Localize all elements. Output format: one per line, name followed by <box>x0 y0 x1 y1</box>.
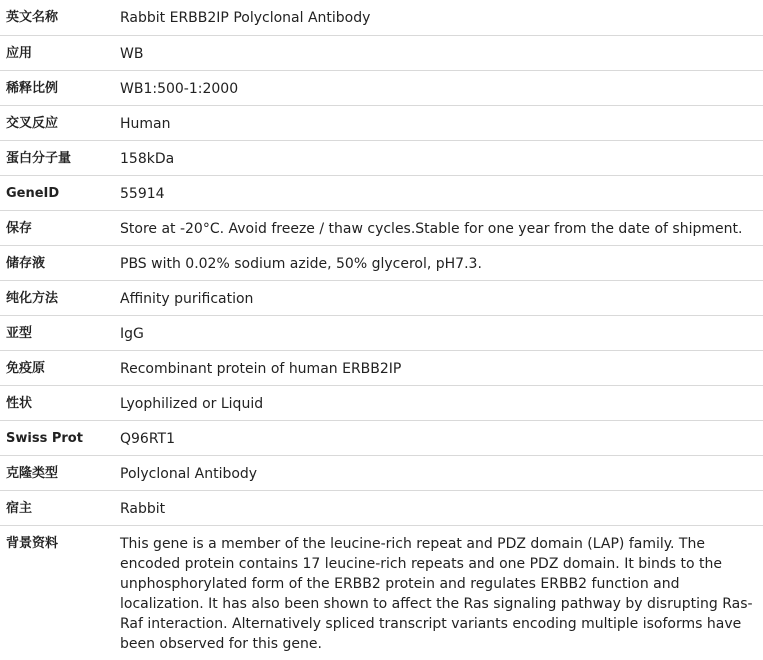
spec-row-purification <box>0 280 763 315</box>
spec-row-application <box>0 35 763 70</box>
spec-label: 交叉反应 <box>0 105 120 140</box>
spec-value-description: This gene is a member of the leucine-rich repeat and PDZ domain (LAP) family. The encoded protein contains 17 leucine-rich repeats and one PDZ domain. It binds to the unphosphorylated form of the ERBB2 protein and regulates ERBB2 function and localization. It has also been shown to affect the Ras signaling pathway by disrupting Ras-Raf interaction. Alternatively spliced transcript variants encoding multiple isoforms have been observed for this gene. <box>120 535 753 652</box>
spec-value: Store at -20°C. Avoid freeze / thaw cycles.Stable for one year from the date of shipment. <box>120 210 763 245</box>
spec-row-molecular-weight <box>0 140 763 175</box>
spec-label: 克隆类型 <box>0 455 120 490</box>
spec-row-swiss-prot <box>0 420 763 455</box>
spec-row-background <box>0 525 763 660</box>
spec-label: 保存 <box>0 210 120 245</box>
spec-label: 性状 <box>0 385 120 420</box>
spec-row-geneid <box>0 175 763 210</box>
spec-row-dilution <box>0 70 763 105</box>
spec-value: IgG <box>120 315 763 350</box>
spec-value: PBS with 0.02% sodium azide, 50% glycerol, pH7.3. <box>120 245 763 280</box>
spec-row-form <box>0 385 763 420</box>
spec-value: Affinity purification <box>120 280 763 315</box>
spec-row-buffer <box>0 245 763 280</box>
spec-value: Rabbit ERBB2IP Polyclonal Antibody <box>120 0 763 35</box>
spec-label: 稀释比例 <box>0 70 120 105</box>
spec-value: 55914 <box>120 175 763 210</box>
spec-label: 储存液 <box>0 245 120 280</box>
spec-label: 宿主 <box>0 490 120 525</box>
spec-value: Polyclonal Antibody <box>120 455 763 490</box>
spec-label: GeneID <box>0 175 120 210</box>
spec-value: Lyophilized or Liquid <box>120 385 763 420</box>
spec-label: 背景资料 <box>6 535 59 551</box>
spec-row-storage <box>0 210 763 245</box>
spec-label: 亚型 <box>0 315 120 350</box>
spec-row-clonality <box>0 455 763 490</box>
spec-value: Human <box>120 105 763 140</box>
spec-label: 纯化方法 <box>0 280 120 315</box>
spec-value: Rabbit <box>120 490 763 525</box>
spec-row-host <box>0 490 763 525</box>
spec-label: 英文名称 <box>0 0 120 35</box>
spec-label: Swiss Prot <box>0 420 120 455</box>
spec-label: 应用 <box>0 35 120 70</box>
spec-value: 158kDa <box>120 140 763 175</box>
spec-row-english-name <box>0 0 763 35</box>
spec-value: WB1:500-1:2000 <box>120 70 763 105</box>
spec-value: Q96RT1 <box>120 420 763 455</box>
spec-label: 蛋白分子量 <box>0 140 120 175</box>
spec-row-immunogen <box>0 350 763 385</box>
spec-label: 免疫原 <box>0 350 120 385</box>
spec-value: WB <box>120 35 763 70</box>
spec-row-isotype <box>0 315 763 350</box>
spec-row-reactivity <box>0 105 763 140</box>
spec-value: Recombinant protein of human ERBB2IP <box>120 350 763 385</box>
